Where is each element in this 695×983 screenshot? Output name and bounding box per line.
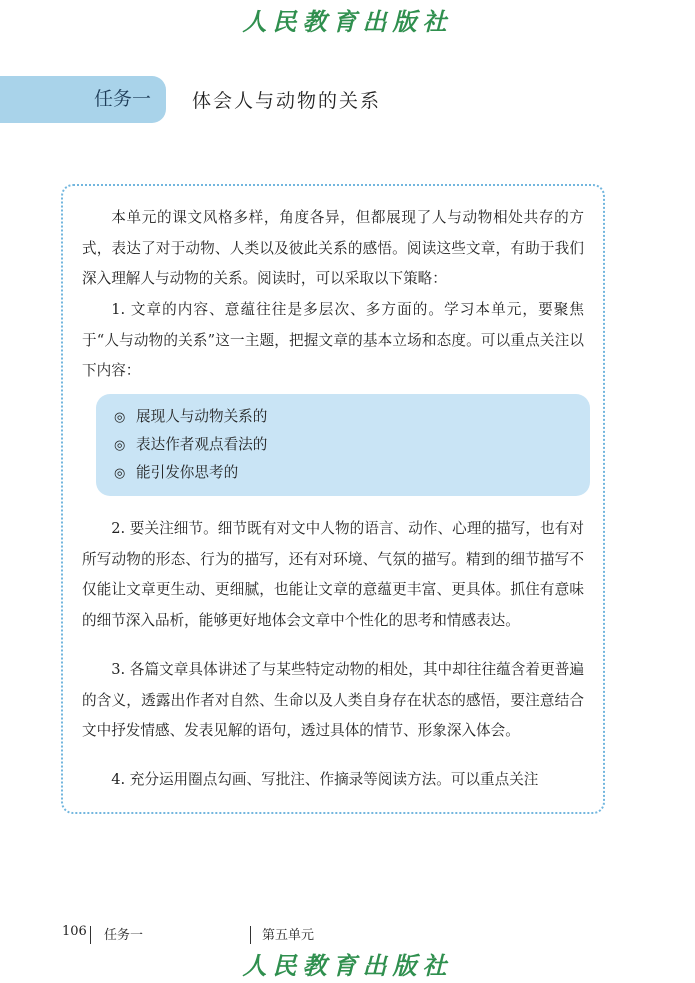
publisher-logo-top: 人民教育出版社 [242,7,453,36]
task-tab [0,76,166,123]
circle-bullet-icon: ◎ [114,466,126,481]
focus-content-list [96,394,590,496]
intro-paragraph: 本单元的课文风格多样，角度各异，但都展现了人与动物相处共存的方式，表达了对于动物、人类以及彼此关系的感悟。阅读这些文章，有助于我们深入理解人与动物的关系。阅读时，可以采取以下策略： [82,209,584,287]
circle-bullet-icon: ◎ [114,438,126,453]
footer-divider [250,926,251,944]
strategy-paragraph-2: 2. 要关注细节。细节既有对文中人物的语言、动作、心理的描写，也有对所写动物的形态、行为的描写，还有对环境、气氛的描写。精到的细节描写不仅能让文章更生动、更细腻，也能让文章的意蕴更丰富、更具体。抓住有意味的细节深入品析，能够更好地体会文章中个性化的思考和情感表达。 [82,520,584,629]
task-label: 任务一 [94,88,152,110]
focus-item [114,405,267,426]
footer-task-label: 任务一 [104,928,144,943]
strategy-paragraph-4: 4. 充分运用圈点勾画、写批注、作摘录等阅读方法。可以重点关注 [111,771,539,788]
task-title: 体会人与动物的关系 [192,90,382,112]
focus-item-label: 能引发你思考的 [136,464,239,481]
footer-unit-label: 第五单元 [262,928,315,943]
footer-divider [90,926,91,944]
page-number: 106 [62,924,87,939]
strategy-paragraph-3: 3. 各篇文章具体讲述了与某些特定动物的相处，其中却往往蕴含着更普遍的含义，透露出作者对自然、生命以及人类自身存在状态的感悟，要注意结合文中抒发情感、发表见解的语句，透过具体的情节、形象深入体会。 [82,661,584,739]
circle-bullet-icon: ◎ [114,410,126,425]
strategy-paragraph-1: 1. 文章的内容、意蕴往往是多层次、多方面的。学习本单元，要聚焦于“人与动物的关系”这一主题，把握文章的基本立场和态度。可以重点关注以下内容： [82,301,584,379]
focus-item [114,461,238,482]
focus-item [114,433,267,454]
focus-item-label: 展现人与动物关系的 [136,408,268,425]
focus-item-label: 表达作者观点看法的 [136,436,268,453]
publisher-logo-bottom: 人民教育出版社 [242,951,453,980]
